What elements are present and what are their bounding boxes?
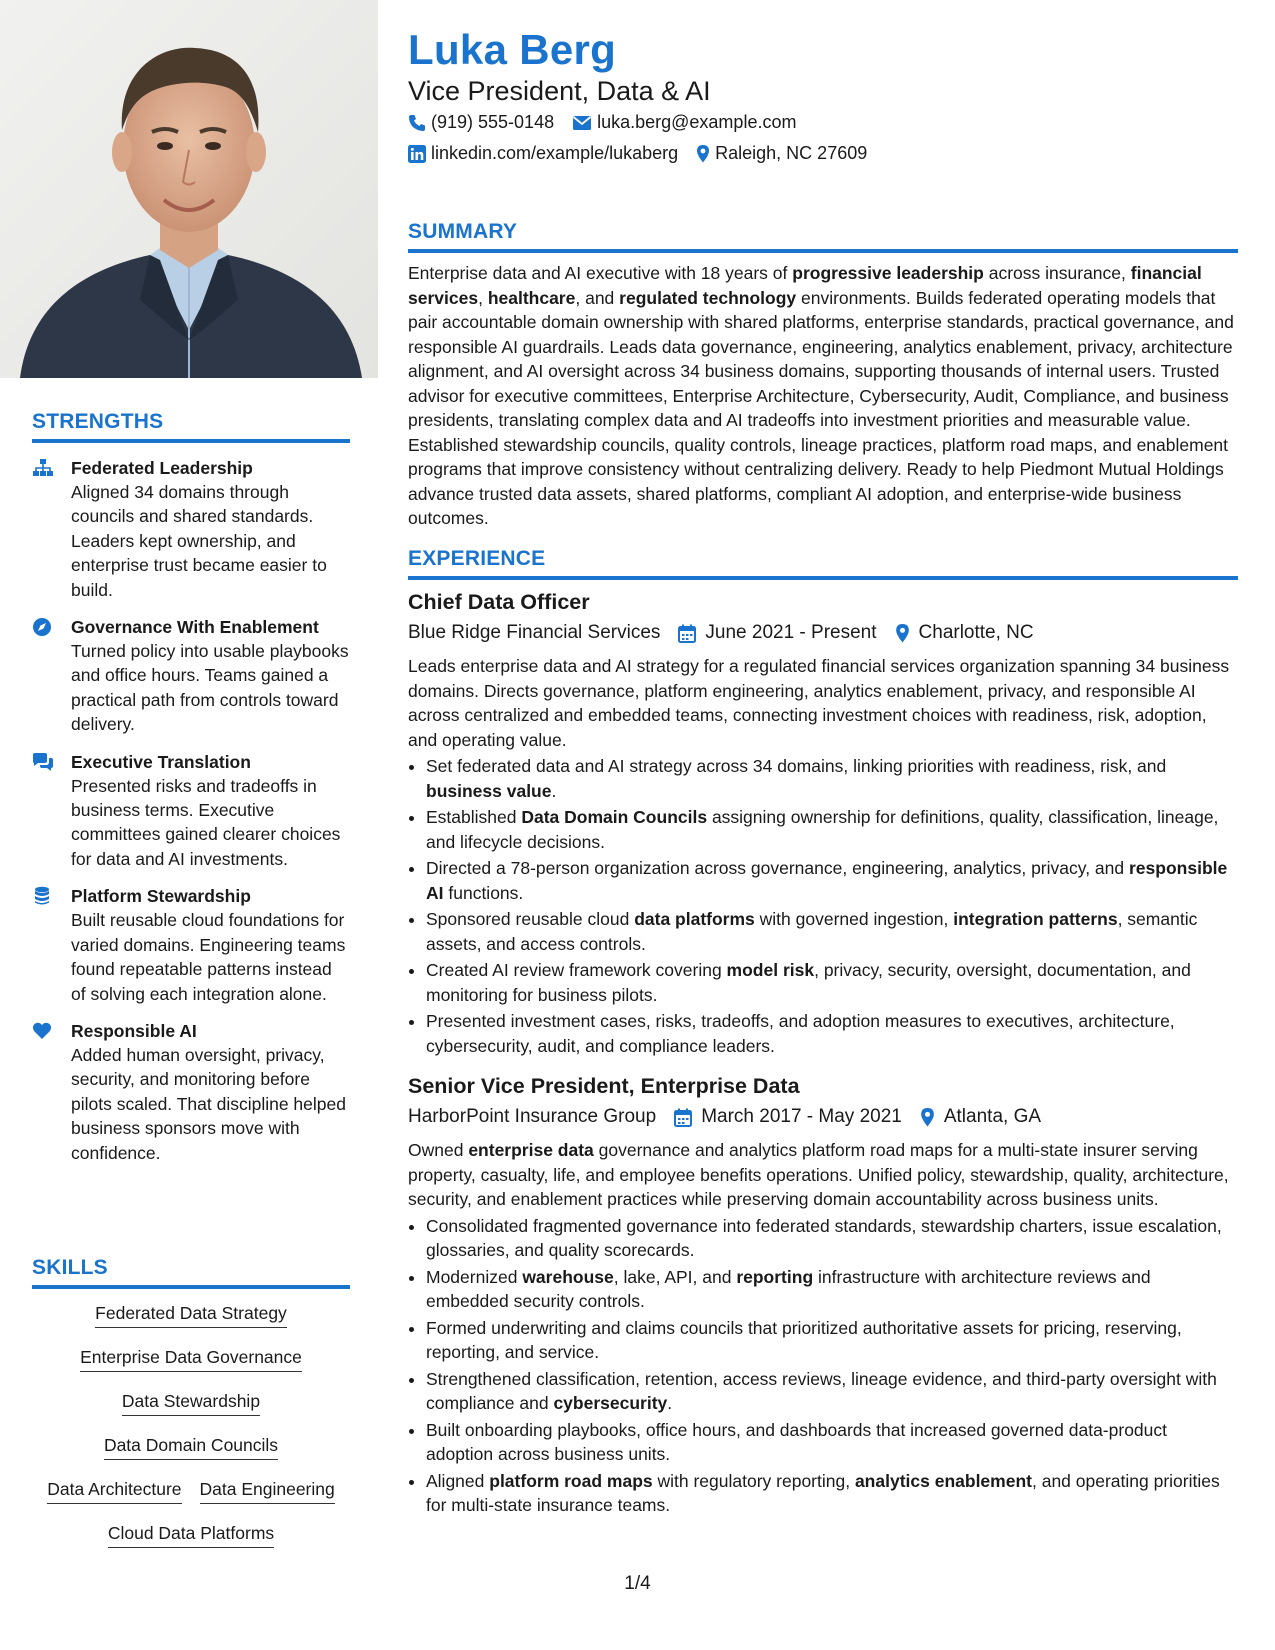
strength-item bbox=[32, 1019, 350, 1165]
skill-tag: Federated Data Strategy bbox=[95, 1303, 287, 1328]
skills-heading: SKILLS bbox=[32, 1256, 108, 1279]
bold-phrase: platform road maps bbox=[489, 1470, 653, 1491]
job-meta bbox=[408, 1102, 1238, 1132]
job-description bbox=[408, 654, 1238, 752]
job-location bbox=[920, 1102, 1041, 1132]
text-run: Consolidated fragmented governance into federated standards, stewardship charters, issue escalation, glossaries, and quality scorecards. bbox=[426, 1215, 1222, 1260]
job-location-text: Charlotte, NC bbox=[918, 622, 1034, 643]
text-run: functions. bbox=[443, 882, 524, 903]
bold-phrase: regulated technology bbox=[619, 287, 797, 308]
skills-list bbox=[32, 1303, 350, 1548]
strength-title: Governance With Enablement bbox=[71, 617, 319, 638]
job-bullets bbox=[408, 754, 1238, 1058]
linkedin-contact[interactable] bbox=[408, 143, 678, 164]
text-run: , privacy, security, oversight, documentation, and monitoring for business pilots. bbox=[426, 960, 1191, 1005]
text-run: governance and analytics platform road maps for a multi-state insurer serving property, casualty, life, and employee benefits operations. Unified policy, stewardship, quality, architecture, security, and enablement practices while preserving domain accountability across business units. bbox=[408, 1140, 1229, 1209]
job-location-text: Atlanta, GA bbox=[943, 1106, 1042, 1127]
strength-item bbox=[32, 456, 350, 602]
summary-section bbox=[408, 220, 1238, 531]
bullet-item bbox=[426, 1214, 1238, 1263]
bold-phrase: financial services bbox=[408, 263, 1202, 308]
left-column bbox=[0, 0, 378, 1650]
calendar-icon bbox=[674, 1108, 692, 1127]
text-run: Strengthened classification, retention, access reviews, lineage evidence, and third-party oversight with compliance and bbox=[426, 1368, 1217, 1413]
text-run: with regulatory reporting, bbox=[652, 1470, 855, 1491]
bold-phrase: model risk bbox=[726, 960, 815, 980]
bullet-item bbox=[426, 1367, 1238, 1416]
text-run: Enterprise data and AI executive with 18 years of bbox=[408, 263, 793, 283]
summary-heading: SUMMARY bbox=[408, 220, 518, 243]
bold-phrase: enterprise data bbox=[468, 1140, 594, 1160]
strength-item bbox=[32, 750, 350, 872]
summary-paragraph bbox=[408, 261, 1238, 531]
text-run: , and bbox=[575, 287, 620, 308]
strength-description: Added human oversight, privacy, security, and monitoring before pilots scaled. That discipline helped business sponsors move with confidence. bbox=[71, 1044, 346, 1163]
text-run: . bbox=[551, 780, 557, 801]
page-number: 1/4 bbox=[624, 1573, 651, 1594]
job-location bbox=[895, 618, 1034, 648]
bold-phrase: warehouse bbox=[522, 1266, 614, 1287]
text-run: across insurance, bbox=[983, 263, 1131, 283]
bullet-item bbox=[426, 1469, 1238, 1518]
bullet-item bbox=[426, 958, 1238, 1007]
text-run: , semantic assets, and access controls. bbox=[426, 909, 1198, 954]
bold-phrase: reporting bbox=[736, 1266, 814, 1287]
job-dates bbox=[674, 1102, 902, 1132]
text-run: , lake, API, and bbox=[613, 1266, 737, 1287]
envelope-icon bbox=[572, 115, 592, 131]
skill-tag: Cloud Data Platforms bbox=[108, 1523, 274, 1548]
compass-icon bbox=[32, 617, 54, 637]
text-run: environments. Builds federated operating models that pair accountable domain ownership with shared platforms, enterprise standards, practical governance, and responsible AI guardrails. Leads data governance, engineering, analytics enablement, privacy, architecture alignment, and AI oversight across 34 business domains, supporting thousands of internal users. Trusted advisor for executive committees, Enterprise Architecture, Cybersecurity, Audit, Compliance, and business presidents, translating complex data and AI tradeoffs into investment priorities and measurable value. Established stewardship councils, quality controls, lineage practices, platform road maps, and enablement programs that improve consistency without centralizing delivery. Ready to help Piedmont Mutual Holdings advance trusted data assets, shared platforms, compliant AI adoption, and enterprise-wide business outcomes. bbox=[408, 287, 1234, 528]
phone-number: (919) 555-0148 bbox=[431, 112, 555, 132]
strength-description: Built reusable cloud foundations for varied domains. Engineering teams found repeatable patterns instead of solving each integration alone. bbox=[71, 910, 346, 1004]
job-meta bbox=[408, 618, 1238, 648]
job-entry bbox=[408, 1072, 1238, 1518]
skills-section bbox=[32, 1256, 350, 1567]
job-dates-text: June 2021 - Present bbox=[705, 622, 877, 643]
candidate-role: Vice President, Data & AI bbox=[408, 76, 711, 106]
job-title: Chief Data Officer bbox=[408, 590, 590, 614]
bullet-item bbox=[426, 1265, 1238, 1314]
text-run: Directed a 78-person organization across governance, engineering, analytics, privacy, and bbox=[426, 858, 1129, 878]
job-bullets bbox=[408, 1214, 1238, 1518]
strength-title: Responsible AI bbox=[71, 1020, 197, 1041]
org-chart-icon bbox=[32, 458, 54, 478]
linkedin-icon bbox=[408, 145, 426, 163]
text-run: Owned bbox=[408, 1140, 469, 1160]
email-contact[interactable] bbox=[572, 112, 796, 133]
map-pin-icon bbox=[920, 1107, 935, 1127]
strengths-heading: STRENGTHS bbox=[32, 410, 164, 433]
text-run: , and operating priorities for multi-state insurance teams. bbox=[426, 1470, 1220, 1515]
text-run: Built onboarding playbooks, office hours, and dashboards that increased governed data-product adoption across business units. bbox=[426, 1419, 1168, 1464]
summary-divider bbox=[408, 249, 1238, 253]
job-title: Senior Vice President, Enterprise Data bbox=[408, 1074, 800, 1098]
experience-divider bbox=[408, 576, 1238, 580]
profile-photo bbox=[0, 0, 378, 378]
text-run: with governed ingestion, bbox=[754, 909, 954, 929]
strength-description: Aligned 34 domains through councils and shared standards. Leaders kept ownership, and enterprise trust became easier to build. bbox=[71, 482, 327, 600]
text-run: . bbox=[667, 1393, 673, 1413]
bullet-item bbox=[426, 1418, 1238, 1467]
contact-row bbox=[408, 112, 796, 133]
bullet-item bbox=[426, 907, 1238, 956]
email-address: luka.berg@example.com bbox=[597, 112, 797, 132]
experience-section bbox=[408, 547, 1238, 1520]
strengths-divider bbox=[32, 439, 350, 443]
company-name: HarborPoint Insurance Group bbox=[408, 1106, 657, 1127]
skill-tag: Data Stewardship bbox=[122, 1391, 260, 1416]
job-entry bbox=[408, 588, 1238, 1058]
text-run: assigning ownership for definitions, quality, classification, lineage, and lifecycle decisions. bbox=[426, 807, 1219, 852]
heart-icon bbox=[32, 1021, 54, 1041]
bold-phrase: integration patterns bbox=[953, 909, 1118, 929]
bullet-item bbox=[426, 805, 1238, 854]
text-run: Formed underwriting and claims councils that prioritized authoritative assets for pricing, reserving, reporting, and service. bbox=[426, 1317, 1182, 1362]
bold-phrase: analytics enablement bbox=[854, 1470, 1032, 1491]
bold-phrase: healthcare bbox=[487, 287, 576, 308]
bullet-item bbox=[426, 1009, 1238, 1058]
bullet-item bbox=[426, 754, 1238, 803]
job-description bbox=[408, 1138, 1238, 1212]
strengths-section bbox=[32, 410, 350, 1165]
text-run: Set federated data and AI strategy across 34 domains, linking priorities with readiness, risk, and bbox=[426, 756, 1167, 776]
contact-row bbox=[408, 143, 867, 164]
text-run: Presented investment cases, risks, tradeoffs, and adoption measures to executives, architecture, cybersecurity, audit, and compliance leaders. bbox=[426, 1011, 1175, 1056]
strength-item bbox=[32, 615, 350, 737]
text-run: Aligned bbox=[426, 1470, 490, 1491]
text-run: Leads enterprise data and AI strategy for a regulated financial services organization spanning 34 business domains. Directs governance, platform engineering, analytics enablement, privacy, and responsible AI across centralized and embedded teams, connecting investment choices with readiness, risk, adoption, and operating value. bbox=[408, 656, 1230, 750]
strength-description: Presented risks and tradeoffs in business terms. Executive committees gained clearer choices for data and AI investments. bbox=[71, 775, 341, 869]
text-run: infrastructure with architecture reviews and embedded security controls. bbox=[426, 1266, 1151, 1311]
bullet-item bbox=[426, 1316, 1238, 1365]
skill-tag: Data Domain Councils bbox=[104, 1435, 278, 1460]
bold-phrase: business value bbox=[426, 780, 552, 801]
strength-item bbox=[32, 884, 350, 1006]
location-text: Raleigh, NC 27609 bbox=[715, 143, 868, 163]
chat-bubbles-icon bbox=[32, 752, 54, 772]
text-run: Created AI review framework covering bbox=[426, 960, 727, 980]
text-run: Sponsored reusable cloud bbox=[426, 909, 635, 929]
strength-title: Federated Leadership bbox=[71, 458, 253, 478]
text-run: Modernized bbox=[426, 1266, 523, 1287]
skill-tag: Enterprise Data Governance bbox=[80, 1347, 302, 1372]
calendar-icon bbox=[678, 624, 696, 643]
strength-title: Executive Translation bbox=[71, 751, 251, 772]
text-run: Established bbox=[426, 807, 522, 827]
job-dates-text: March 2017 - May 2021 bbox=[701, 1106, 902, 1127]
job-dates bbox=[678, 618, 876, 648]
profile-photo-illustration bbox=[0, 0, 378, 378]
skill-tag: Data Engineering bbox=[200, 1479, 335, 1504]
map-pin-icon bbox=[895, 623, 910, 643]
location-contact bbox=[696, 143, 867, 164]
company-name: Blue Ridge Financial Services bbox=[408, 622, 661, 643]
strength-description: Turned policy into usable playbooks and office hours. Teams gained a practical path from controls toward delivery. bbox=[71, 641, 349, 735]
bold-phrase: data platforms bbox=[634, 909, 755, 929]
database-icon bbox=[32, 886, 54, 906]
bold-phrase: cybersecurity bbox=[553, 1393, 668, 1413]
linkedin-url: linkedin.com/example/lukaberg bbox=[431, 143, 679, 163]
bold-phrase: progressive leadership bbox=[792, 263, 984, 283]
experience-heading: EXPERIENCE bbox=[408, 547, 546, 570]
bold-phrase: Data Domain Councils bbox=[521, 807, 708, 827]
text-run: , bbox=[478, 287, 488, 308]
strength-title: Platform Stewardship bbox=[71, 886, 251, 907]
map-pin-icon bbox=[696, 144, 710, 163]
skill-tag: Data Architecture bbox=[47, 1479, 181, 1504]
skills-divider bbox=[32, 1285, 350, 1289]
candidate-name: Luka Berg bbox=[408, 26, 617, 73]
phone-contact[interactable] bbox=[408, 112, 554, 133]
bullet-item bbox=[426, 856, 1238, 905]
phone-icon bbox=[408, 114, 426, 132]
bold-phrase: responsible AI bbox=[426, 858, 1228, 903]
